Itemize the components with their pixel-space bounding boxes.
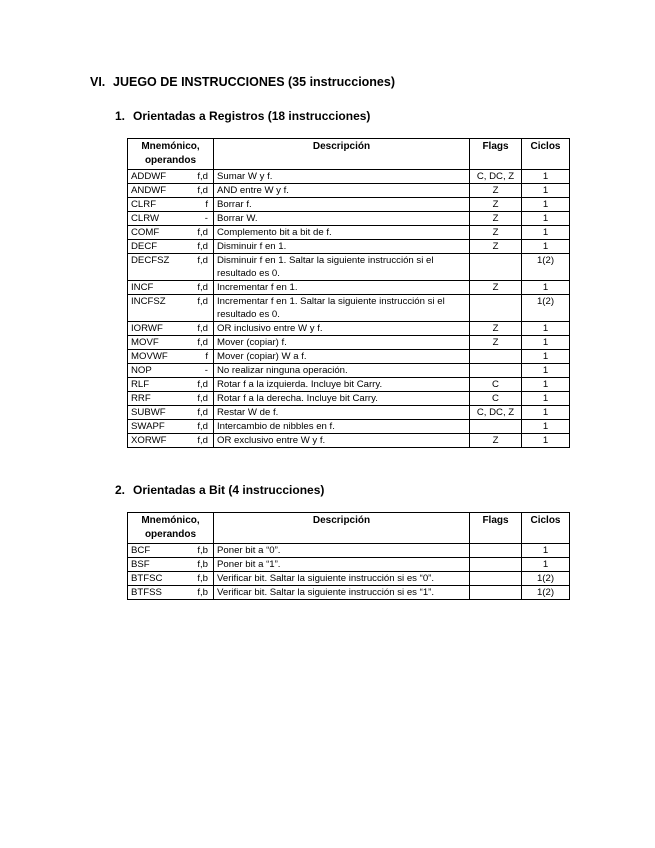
mnemonic-cell bbox=[128, 281, 214, 295]
mnemonic-cell bbox=[128, 364, 214, 378]
mnemonic-cell bbox=[128, 544, 214, 558]
table-row bbox=[128, 184, 570, 198]
operands: - bbox=[204, 365, 208, 376]
table-row bbox=[128, 572, 570, 586]
table-row bbox=[128, 226, 570, 240]
mnemonic-cell bbox=[128, 322, 214, 336]
description-cell: Rotar f a la izquierda. Incluye bit Carry. bbox=[214, 378, 470, 392]
description-cell: No realizar ninguna operación. bbox=[214, 364, 470, 378]
operands: f,d bbox=[197, 393, 208, 404]
mnemonic-cell bbox=[128, 198, 214, 212]
cycles-cell: 1 bbox=[522, 544, 570, 558]
cycles-cell: 1 bbox=[522, 336, 570, 350]
description-cell: AND entre W y f. bbox=[214, 184, 470, 198]
operands: f,d bbox=[197, 171, 208, 182]
mnemonic: BTFSS bbox=[131, 587, 162, 598]
operands: f,d bbox=[197, 435, 208, 446]
flags-cell bbox=[470, 558, 522, 572]
table-row bbox=[128, 198, 570, 212]
mnemonic-cell bbox=[128, 350, 214, 364]
subsection-number: 1. bbox=[115, 109, 126, 123]
operands: - bbox=[204, 213, 208, 224]
description-cell: Verificar bit. Saltar la siguiente instrucción si es “0”. bbox=[214, 572, 470, 586]
description-cell: Mover (copiar) f. bbox=[214, 336, 470, 350]
heading-text: JUEGO DE INSTRUCCIONES (35 instrucciones) bbox=[113, 75, 396, 89]
flags-cell: C bbox=[470, 378, 522, 392]
table-row bbox=[128, 420, 570, 434]
flags-cell: Z bbox=[470, 198, 522, 212]
header-cycles: Ciclos bbox=[522, 513, 570, 544]
header-description: Descripción bbox=[214, 513, 470, 544]
description-cell: Incrementar f en 1. bbox=[214, 281, 470, 295]
description-cell: Poner bit a “1”. bbox=[214, 558, 470, 572]
mnemonic: BSF bbox=[131, 559, 150, 570]
flags-cell bbox=[470, 544, 522, 558]
mnemonic-cell bbox=[128, 586, 214, 600]
table-row bbox=[128, 322, 570, 336]
operands: f bbox=[205, 351, 208, 362]
table-row bbox=[128, 434, 570, 448]
flags-cell bbox=[470, 254, 522, 281]
description-cell: Disminuir f en 1. bbox=[214, 240, 470, 254]
subsection-title: Orientadas a Bit (4 instrucciones) bbox=[133, 483, 325, 497]
mnemonic: XORWF bbox=[131, 435, 167, 446]
mnemonic: IORWF bbox=[131, 323, 163, 334]
operands: f,b bbox=[197, 587, 208, 598]
cycles-cell: 1 bbox=[522, 281, 570, 295]
mnemonic-cell bbox=[128, 406, 214, 420]
subsection-title: Orientadas a Registros (18 instrucciones) bbox=[133, 109, 371, 123]
cycles-cell: 1 bbox=[522, 322, 570, 336]
header-description: Descripción bbox=[214, 139, 470, 170]
mnemonic-cell bbox=[128, 212, 214, 226]
mnemonic: SUBWF bbox=[131, 407, 166, 418]
header-mnemonic: Mnemónico, operandos bbox=[128, 139, 214, 170]
operands: f,d bbox=[197, 296, 208, 307]
mnemonic: RRF bbox=[131, 393, 151, 404]
flags-cell: C, DC, Z bbox=[470, 170, 522, 184]
subsection-number: 2. bbox=[115, 483, 126, 497]
description-cell: Borrar f. bbox=[214, 198, 470, 212]
description-cell: Intercambio de nibbles en f. bbox=[214, 420, 470, 434]
description-cell: Poner bit a “0”. bbox=[214, 544, 470, 558]
operands: f,d bbox=[197, 337, 208, 348]
description-cell: Restar W de f. bbox=[214, 406, 470, 420]
table-row bbox=[128, 281, 570, 295]
table-row bbox=[128, 254, 570, 281]
mnemonic: SWAPF bbox=[131, 421, 165, 432]
table-row bbox=[128, 336, 570, 350]
mnemonic: MOVWF bbox=[131, 351, 168, 362]
table-row bbox=[128, 364, 570, 378]
mnemonic-cell bbox=[128, 226, 214, 240]
mnemonic: INCF bbox=[131, 282, 154, 293]
description-cell: OR inclusivo entre W y f. bbox=[214, 322, 470, 336]
table-row bbox=[128, 392, 570, 406]
flags-cell: Z bbox=[470, 434, 522, 448]
cycles-cell: 1(2) bbox=[522, 586, 570, 600]
flags-cell: Z bbox=[470, 212, 522, 226]
table-row bbox=[128, 240, 570, 254]
cycles-cell: 1(2) bbox=[522, 572, 570, 586]
flags-cell: Z bbox=[470, 184, 522, 198]
flags-cell: Z bbox=[470, 336, 522, 350]
mnemonic: BTFSC bbox=[131, 573, 163, 584]
flags-cell bbox=[470, 350, 522, 364]
description-cell: Rotar f a la derecha. Incluye bit Carry. bbox=[214, 392, 470, 406]
cycles-cell: 1(2) bbox=[522, 295, 570, 322]
cycles-cell: 1 bbox=[522, 184, 570, 198]
operands: f,d bbox=[197, 185, 208, 196]
mnemonic: MOVF bbox=[131, 337, 159, 348]
cycles-cell: 1 bbox=[522, 240, 570, 254]
mnemonic-cell bbox=[128, 558, 214, 572]
mnemonic: RLF bbox=[131, 379, 150, 390]
flags-cell: Z bbox=[470, 240, 522, 254]
flags-cell: C, DC, Z bbox=[470, 406, 522, 420]
table-row bbox=[128, 406, 570, 420]
cycles-cell: 1 bbox=[522, 170, 570, 184]
description-cell: Disminuir f en 1. Saltar la siguiente instrucción si el resultado es 0. bbox=[214, 254, 470, 281]
table-row bbox=[128, 212, 570, 226]
table-header-row bbox=[128, 513, 570, 544]
mnemonic-cell bbox=[128, 184, 214, 198]
section-heading bbox=[90, 75, 395, 89]
operands: f,b bbox=[197, 545, 208, 556]
header-flags: Flags bbox=[470, 513, 522, 544]
mnemonic: DECF bbox=[131, 241, 158, 252]
operands: f,d bbox=[197, 379, 208, 390]
mnemonic: COMF bbox=[131, 227, 160, 238]
cycles-cell: 1 bbox=[522, 558, 570, 572]
operands: f,d bbox=[197, 407, 208, 418]
description-cell: Incrementar f en 1. Saltar la siguiente instrucción si el resultado es 0. bbox=[214, 295, 470, 322]
table-row bbox=[128, 586, 570, 600]
header-mnemonic: Mnemónico, operandos bbox=[128, 513, 214, 544]
table-row bbox=[128, 544, 570, 558]
header-flags: Flags bbox=[470, 139, 522, 170]
cycles-cell: 1 bbox=[522, 198, 570, 212]
mnemonic-cell bbox=[128, 420, 214, 434]
flags-cell bbox=[470, 586, 522, 600]
cycles-cell: 1 bbox=[522, 434, 570, 448]
operands: f,b bbox=[197, 559, 208, 570]
mnemonic: BCF bbox=[131, 545, 151, 556]
flags-cell bbox=[470, 364, 522, 378]
mnemonic-cell bbox=[128, 295, 214, 322]
mnemonic: DECFSZ bbox=[131, 255, 170, 266]
mnemonic-cell bbox=[128, 254, 214, 281]
cycles-cell: 1 bbox=[522, 226, 570, 240]
cycles-cell: 1 bbox=[522, 364, 570, 378]
table-row bbox=[128, 350, 570, 364]
mnemonic-cell bbox=[128, 170, 214, 184]
mnemonic: CLRF bbox=[131, 199, 157, 210]
description-cell: Sumar W y f. bbox=[214, 170, 470, 184]
table-row bbox=[128, 558, 570, 572]
bit-instructions-table bbox=[127, 512, 570, 600]
bit-table-body bbox=[128, 544, 570, 600]
flags-cell bbox=[470, 420, 522, 434]
operands: f,d bbox=[197, 323, 208, 334]
description-cell: Complemento bit a bit de f. bbox=[214, 226, 470, 240]
mnemonic-cell bbox=[128, 572, 214, 586]
table-row bbox=[128, 295, 570, 322]
description-cell: OR exclusivo entre W y f. bbox=[214, 434, 470, 448]
operands: f,d bbox=[197, 227, 208, 238]
register-instructions-table bbox=[127, 138, 570, 448]
mnemonic-cell bbox=[128, 378, 214, 392]
description-cell: Verificar bit. Saltar la siguiente instrucción si es “1”. bbox=[214, 586, 470, 600]
operands: f,d bbox=[197, 241, 208, 252]
table-row bbox=[128, 378, 570, 392]
cycles-cell: 1 bbox=[522, 212, 570, 226]
table-row bbox=[128, 170, 570, 184]
cycles-cell: 1 bbox=[522, 420, 570, 434]
mnemonic: ANDWF bbox=[131, 185, 167, 196]
flags-cell: Z bbox=[470, 226, 522, 240]
cycles-cell: 1 bbox=[522, 350, 570, 364]
cycles-cell: 1 bbox=[522, 392, 570, 406]
heading-number: VI. bbox=[90, 75, 106, 89]
flags-cell: Z bbox=[470, 281, 522, 295]
operands: f,d bbox=[197, 421, 208, 432]
mnemonic-cell bbox=[128, 434, 214, 448]
subsection-bit-heading bbox=[115, 483, 324, 497]
cycles-cell: 1 bbox=[522, 406, 570, 420]
description-cell: Mover (copiar) W a f. bbox=[214, 350, 470, 364]
mnemonic-cell bbox=[128, 240, 214, 254]
register-table-body bbox=[128, 170, 570, 448]
flags-cell bbox=[470, 572, 522, 586]
flags-cell bbox=[470, 295, 522, 322]
table-header-row bbox=[128, 139, 570, 170]
subsection-registers-heading bbox=[115, 109, 370, 123]
mnemonic: CLRW bbox=[131, 213, 160, 224]
operands: f,d bbox=[197, 255, 208, 266]
cycles-cell: 1(2) bbox=[522, 254, 570, 281]
mnemonic-cell bbox=[128, 392, 214, 406]
cycles-cell: 1 bbox=[522, 378, 570, 392]
flags-cell: Z bbox=[470, 322, 522, 336]
description-cell: Borrar W. bbox=[214, 212, 470, 226]
mnemonic: INCFSZ bbox=[131, 296, 166, 307]
mnemonic-cell bbox=[128, 336, 214, 350]
operands: f bbox=[205, 199, 208, 210]
mnemonic: NOP bbox=[131, 365, 152, 376]
mnemonic: ADDWF bbox=[131, 171, 167, 182]
operands: f,b bbox=[197, 573, 208, 584]
operands: f,d bbox=[197, 282, 208, 293]
flags-cell: C bbox=[470, 392, 522, 406]
header-cycles: Ciclos bbox=[522, 139, 570, 170]
